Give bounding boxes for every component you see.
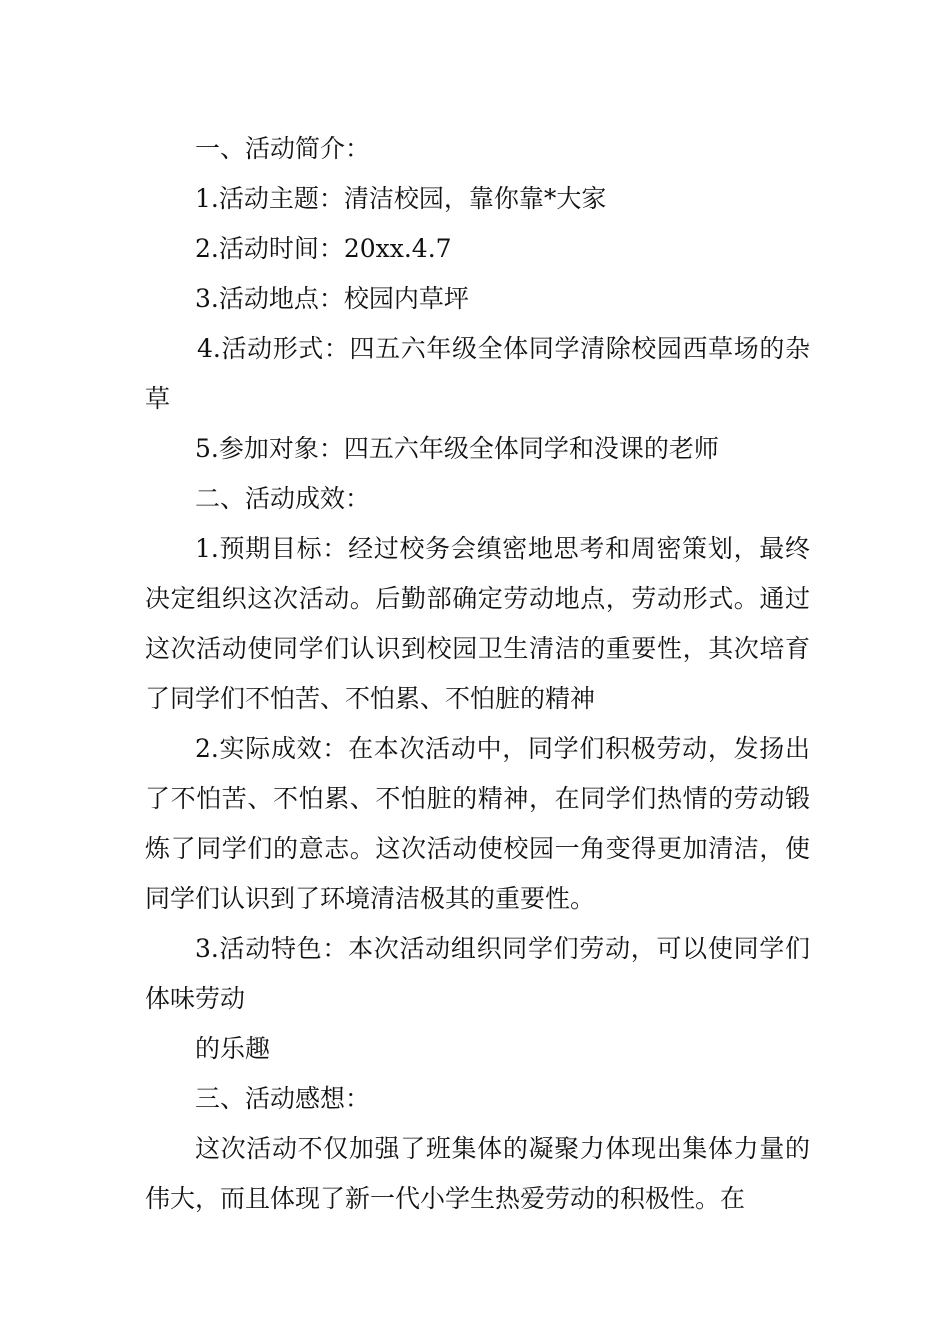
item-activity-time: 2.活动时间：20xx.4.7 (195, 234, 452, 263)
item-activity-features-continued: 的乐趣 (195, 1034, 271, 1063)
item-expected-goal: 1.预期目标：经过校务会缜密地思考和周密策划，最终决定组织这次活动。后勤部确定劳动地点，劳动形式。通过这次活动使同学们认识到校园卫生清洁的重要性，其次培育了同学们不怕苦、不怕累、不怕脏的精神 (145, 534, 810, 713)
item-activity-features: 3.活动特色：本次活动组织同学们劳动，可以使同学们体味劳动 (145, 934, 810, 1013)
document-body (145, 124, 810, 1224)
item-participants: 5.参加对象：四五六年级全体同学和没课的老师 (195, 434, 719, 463)
item-activity-theme: 1.活动主题：清洁校园，靠你靠*大家 (195, 184, 607, 213)
section-heading-reflections: 三、活动感想： (195, 1084, 371, 1113)
reflection-paragraph: 这次活动不仅加强了班集体的凝聚力体现出集体力量的伟大，而且体现了新一代小学生热爱劳动的积极性。在 (145, 1134, 810, 1213)
item-actual-results: 2.实际成效：在本次活动中，同学们积极劳动，发扬出了不怕苦、不怕累、不怕脏的精神，在同学们热情的劳动锻炼了同学们的意志。这次活动使校园一角变得更加清洁，使同学们认识到了环境清洁极其的重要性。 (145, 734, 810, 913)
section-heading-intro: 一、活动简介： (195, 134, 371, 163)
item-activity-form: 4.活动形式：四五六年级全体同学清除校园西草场的杂草 (145, 334, 810, 413)
item-activity-location: 3.活动地点：校园内草坪 (195, 284, 469, 313)
section-heading-results: 二、活动成效： (195, 484, 371, 513)
